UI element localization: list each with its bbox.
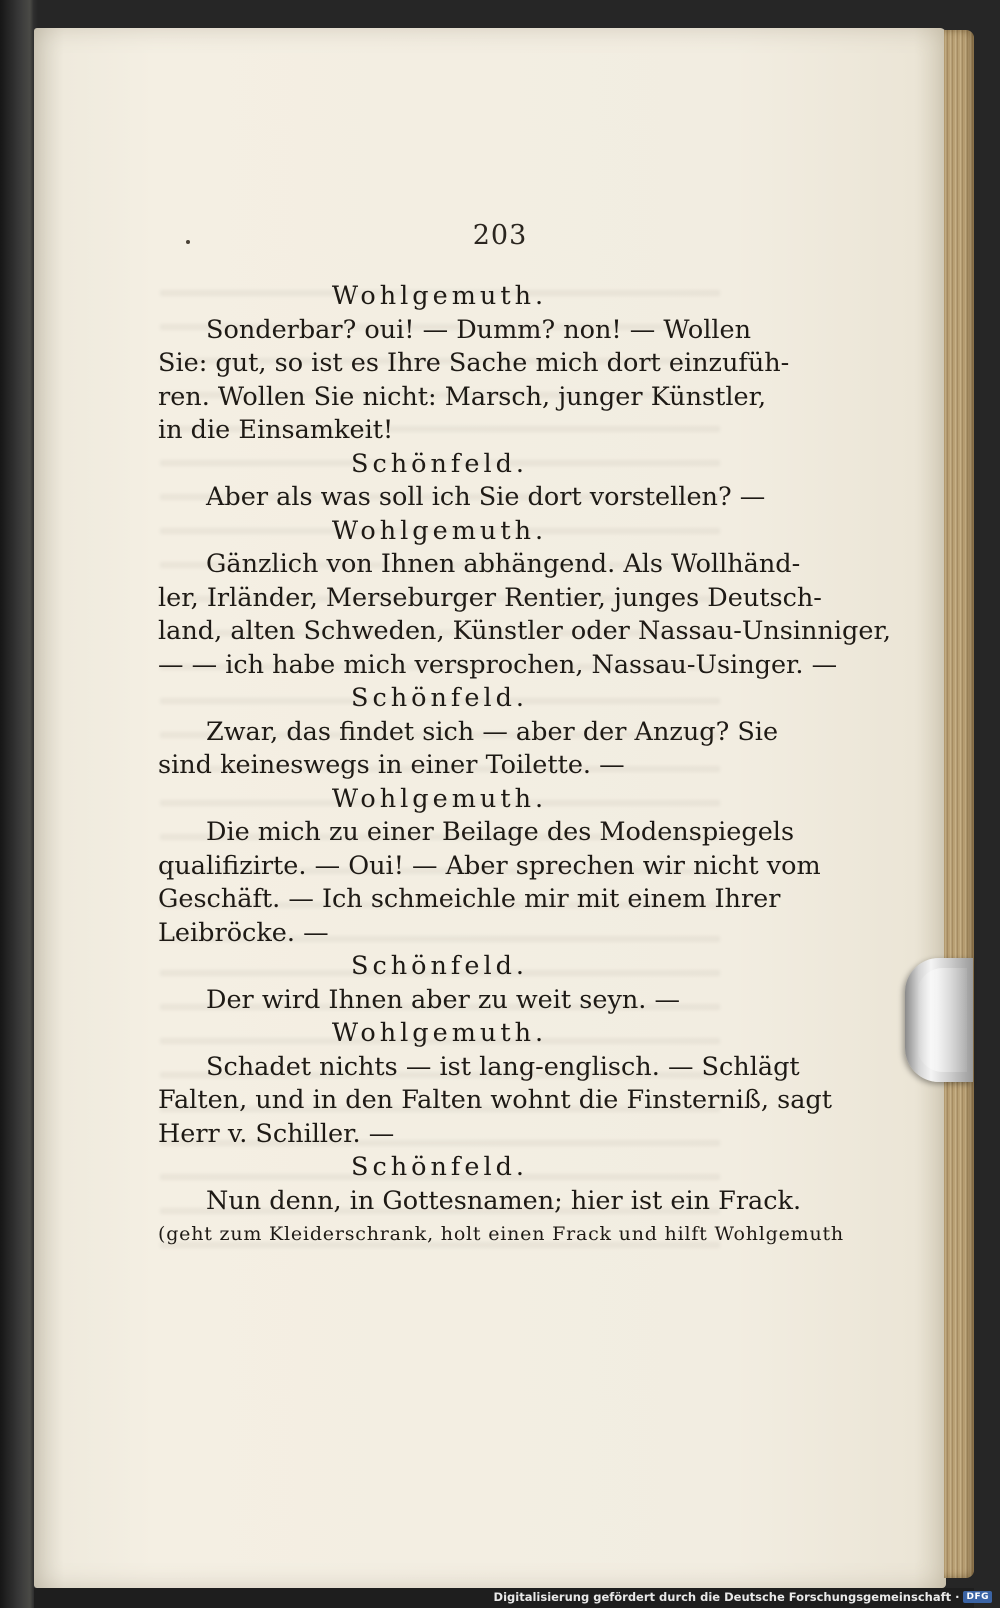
text-line: sind keineswegs in einer Toilette. — — [158, 750, 625, 780]
digitization-credit — [494, 1590, 992, 1604]
text-line: Sonderbar? oui! — Dumm? non! — Wollen — [206, 314, 752, 345]
text-line: qualifizirte. — Oui! — Aber sprechen wir nicht vom — [158, 850, 821, 881]
speaker-name: Schönfeld. — [350, 951, 529, 981]
speaker-name: Wohlgemuth. — [331, 515, 548, 546]
text-line: Nun denn, in Gottesnamen; hier ist ein Frack. — [206, 1185, 802, 1216]
credit-text: Digitalisierung gefördert durch die Deutsche Forschungsgemeinschaft · — [493, 1590, 960, 1604]
text-line: Die mich zu einer Beilage des Modenspiegels — [206, 817, 795, 847]
stage-direction: (geht zum Kleiderschrank, holt einen Frack und hilft Wohlgemuth — [158, 1223, 844, 1245]
speaker-name: Wohlgemuth. — [331, 783, 548, 814]
speaker-name: Schönfeld. — [350, 683, 529, 713]
text-line: Der wird Ihnen aber zu weit seyn. — — [206, 984, 680, 1015]
text-line: ler, Irländer, Merseburger Rentier, junges Deutsch- — [158, 582, 822, 613]
book-right-page-edges — [944, 30, 974, 1578]
speaker-name: Wohlgemuth. — [331, 1018, 548, 1048]
text-line: in die Einsamkeit! — [158, 415, 394, 445]
text-line: Geschäft. — Ich schmeichle mir mit einem Ihrer — [158, 884, 781, 914]
text-line: Zwar, das findet sich — aber der Anzug? Sie — [206, 716, 779, 747]
speaker-name: Wohlgemuth. — [331, 281, 548, 311]
text-line: Schadet nichts — ist lang-englisch. — Schlägt — [206, 1051, 800, 1082]
text-line: Gänzlich von Ihnen abhängend. Als Wollhänd- — [206, 549, 801, 579]
text-line: Falten, und in den Falten wohnt die Finsterniß, sagt — [158, 1085, 833, 1115]
text-line: ren. Wollen Sie nicht: Marsch, junger Künstler, — [158, 381, 767, 412]
text-line: land, alten Schweden, Künstler oder Nassau-Unsinniger, — [158, 616, 891, 646]
page-number: 203 — [472, 220, 528, 251]
speaker-name: Schönfeld. — [350, 448, 529, 479]
text-line: Aber als was soll ich Sie dort vorstellen? — — [206, 482, 766, 512]
text-line: — — ich habe mich versprochen, Nassau-Usinger. — — [158, 649, 838, 680]
text-line: Leibröcke. — — [158, 917, 329, 948]
speaker-name: Schönfeld. — [350, 1152, 529, 1182]
clip-highlight — [917, 968, 967, 1072]
dfg-logo: DFG — [963, 1591, 992, 1603]
page-holder-clip — [905, 958, 973, 1082]
text-block — [158, 280, 891, 1252]
text-line: Sie: gut, so ist es Ihre Sache mich dort einzufüh- — [158, 348, 790, 378]
text-line: Herr v. Schiller. — — [158, 1118, 395, 1149]
